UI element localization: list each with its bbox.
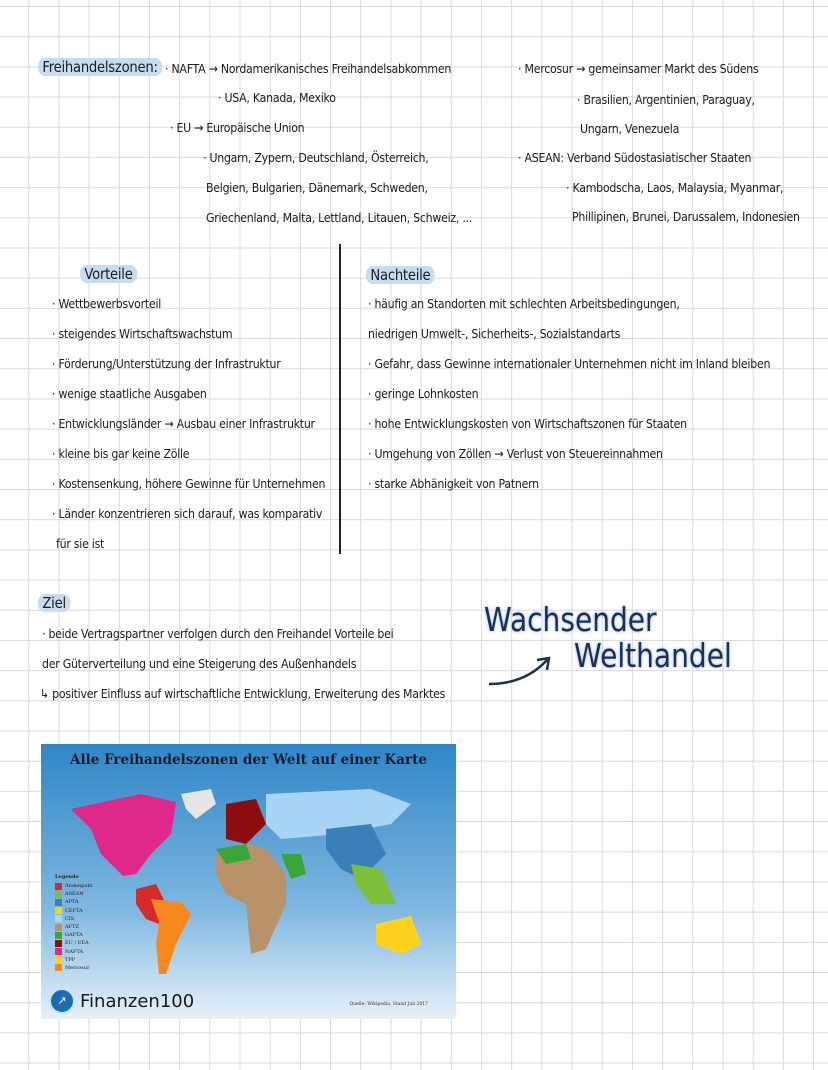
list-item: · Umgehung von Zöllen → Verlust von Steuereinnahmen [368, 446, 663, 461]
chart-logo-icon: ↗ [49, 988, 75, 1014]
callout-line2: Welthandel [574, 636, 732, 675]
map-legend [55, 874, 92, 972]
legend-item [55, 890, 92, 898]
legend-item [55, 939, 92, 947]
legend-swatch [55, 915, 62, 922]
legend-label: CIS [65, 915, 75, 922]
legend-swatch [55, 924, 62, 931]
nachteile-heading: Nachteile [366, 266, 435, 284]
list-item: niedrigen Umwelt-, Sicherheits-, Sozialstandarts [368, 326, 621, 341]
legend-label: GAFTA [65, 932, 83, 939]
ziel-line: der Güterverteilung und eine Steigerung des Außenhandels [42, 656, 357, 671]
zones-heading: Freihandelszonen: [38, 58, 162, 76]
arrow-icon [485, 650, 565, 690]
zone-line: · ASEAN: Verband Südostasiatischer Staaten [518, 150, 752, 165]
legend-swatch [55, 948, 62, 955]
zone-line: · EU → Europäische Union [170, 120, 305, 135]
legend-item [55, 882, 92, 890]
map-title: Alle Freihandelszonen der Welt auf einer Karte [70, 752, 427, 768]
ziel-line: · beide Vertragspartner verfolgen durch den Freihandel Vorteile bei [42, 626, 394, 641]
legend-item [55, 907, 92, 915]
zone-line: · Brasilien, Argentinien, Paraguay, [577, 92, 755, 107]
list-item: · Kostensenkung, höhere Gewinne für Unternehmen [52, 476, 326, 491]
legend-label: APTA [65, 899, 79, 906]
legend-swatch [55, 956, 62, 963]
legend-swatch [55, 883, 62, 890]
legend-swatch [55, 899, 62, 906]
legend-label: NAFTA [65, 948, 84, 955]
legend-item [55, 923, 92, 931]
list-item: · hohe Entwicklungskosten von Wirtschaftszonen für Staaten [368, 416, 687, 431]
legend-item [55, 915, 92, 923]
zone-line: · USA, Kanada, Mexiko [218, 90, 336, 105]
legend-label: Mercosur [65, 964, 90, 971]
legend-item [55, 931, 92, 939]
list-item: · kleine bis gar keine Zölle [52, 446, 190, 461]
list-item: · steigendes Wirtschaftswachstum [52, 326, 233, 341]
callout-line1: Wachsender [484, 600, 657, 639]
list-item: · häufig an Standorten mit schlechten Arbeitsbedingungen, [368, 296, 680, 311]
zone-line: Ungarn, Venezuela [580, 121, 680, 136]
list-item: · Entwicklungsländer → Ausbau einer Infrastruktur [52, 416, 315, 431]
legend-swatch [55, 964, 62, 971]
legend-label: CEFTA [65, 907, 83, 914]
list-item: · Wettbewerbsvorteil [52, 296, 162, 311]
legend-swatch [55, 907, 62, 914]
legend-swatch [55, 932, 62, 939]
vorteile-heading: Vorteile [80, 265, 137, 283]
legend-label: Andenpakt [65, 883, 93, 890]
legend-item [55, 948, 92, 956]
list-item: für sie ist [56, 536, 105, 551]
world-map-shapes [41, 744, 456, 1019]
column-divider [339, 244, 341, 554]
legend-label: EU / EEA [65, 940, 89, 947]
zone-line: Griechenland, Malta, Lettland, Litauen, Schweiz, ... [206, 210, 473, 225]
zone-line: Phillipinen, Brunei, Darussalem, Indonesien [572, 209, 800, 224]
world-map-image [41, 744, 456, 1019]
zone-line: · Ungarn, Zypern, Deutschland, Österreich, [203, 150, 429, 165]
legend-label: TPP [65, 956, 76, 963]
legend-label: AFTZ [65, 924, 79, 931]
list-item: · wenige staatliche Ausgaben [52, 386, 207, 401]
map-source: Quelle: Wikipedia, Stand Juli 2017 [349, 1002, 428, 1007]
list-item: · Gefahr, dass Gewinne internationaler Unternehmen nicht im Inland bleiben [368, 356, 771, 371]
zone-line: · Mercosur → gemeinsamer Markt des Südens [518, 61, 759, 76]
list-item: · Förderung/Unterstützung der Infrastruktur [52, 356, 281, 371]
zone-line: · Kambodscha, Laos, Malaysia, Myanmar, [566, 180, 784, 195]
list-item: · geringe Lohnkosten [368, 386, 479, 401]
legend-item [55, 956, 92, 964]
finanzen100-logo [49, 988, 194, 1014]
zone-line: Belgien, Bulgarien, Dänemark, Schweden, [206, 180, 428, 195]
zone-line: · NAFTA → Nordamerikanisches Freihandelsabkommen [165, 61, 452, 76]
ziel-heading: Ziel [38, 594, 70, 612]
legend-title: Legende [55, 874, 79, 880]
legend-swatch [55, 891, 62, 898]
list-item: · Länder konzentrieren sich darauf, was komparativ [52, 506, 323, 521]
legend-label: ASEAN [65, 891, 84, 898]
legend-swatch [55, 940, 62, 947]
legend-item [55, 898, 92, 906]
brand-name: Finanzen100 [80, 990, 195, 1012]
ziel-line: ↳ positiver Einfluss auf wirtschaftliche Entwicklung, Erweiterung des Marktes [40, 686, 446, 701]
list-item: · starke Abhänigkeit von Patnern [368, 476, 539, 491]
legend-item [55, 964, 92, 972]
